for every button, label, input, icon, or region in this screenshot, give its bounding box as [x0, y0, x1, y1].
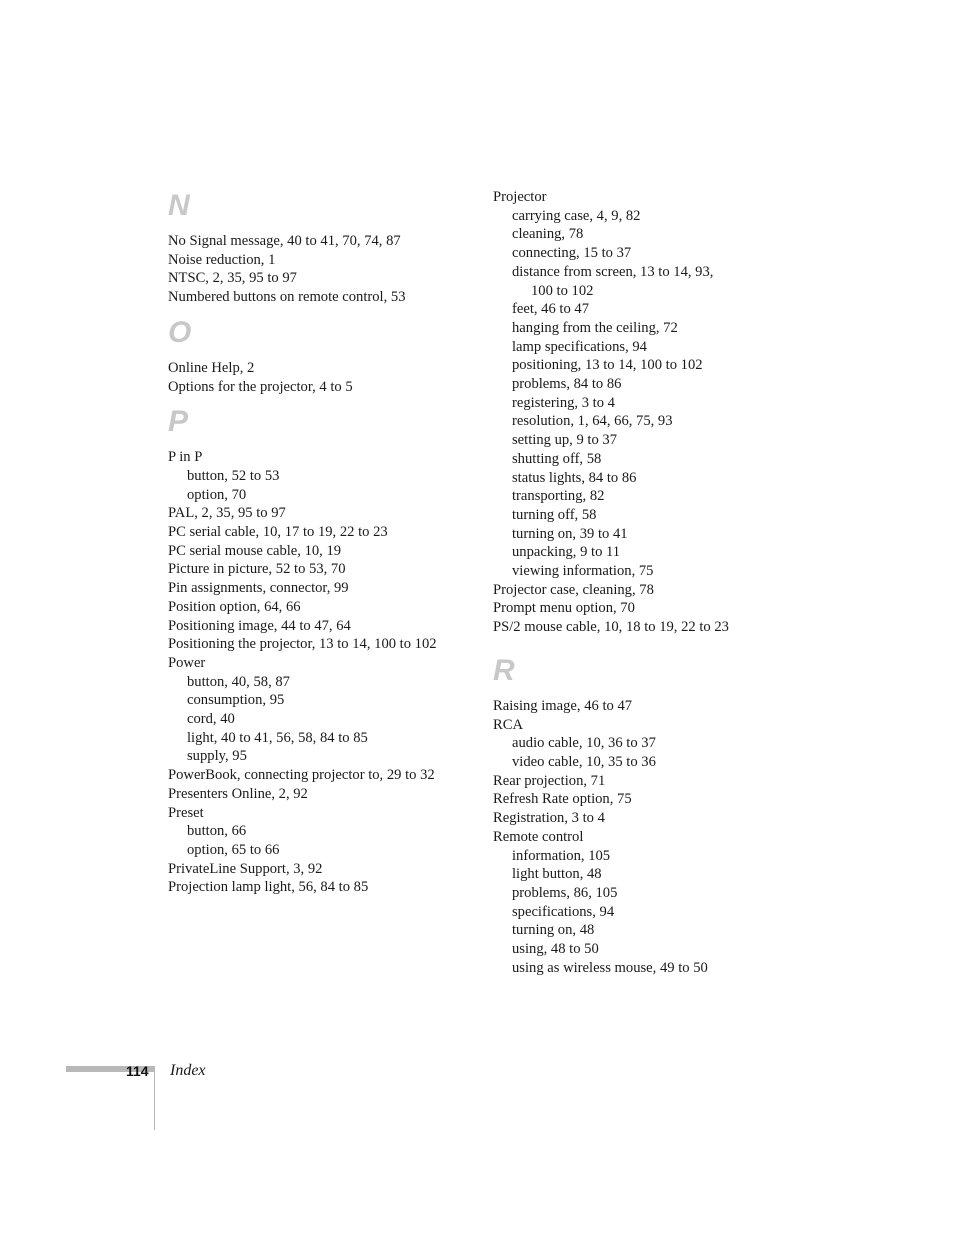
index-subentry: using as wireless mouse, 49 to 50 — [512, 959, 708, 976]
index-section — [168, 188, 468, 307]
index-entry: Numbered buttons on remote control, 53 — [168, 289, 406, 306]
index-entry: Registration, 3 to 4 — [493, 810, 605, 827]
index-entry: Prompt menu option, 70 — [493, 600, 635, 617]
index-subentry: button, 66 — [187, 823, 247, 840]
index-subentry: option, 65 to 66 — [187, 841, 280, 858]
index-subentry: connecting, 15 to 37 — [512, 245, 632, 262]
index-subentry: hanging from the ceiling, 72 — [512, 319, 678, 336]
index-subentry: supply, 95 — [187, 748, 247, 765]
index-subentry: button, 52 to 53 — [187, 467, 280, 484]
index-entry: No Signal message, 40 to 41, 70, 74, 87 — [168, 233, 401, 249]
index-entry: PAL, 2, 35, 95 to 97 — [168, 505, 286, 522]
index-section — [493, 653, 793, 978]
index-entry: Presenters Online, 2, 92 — [168, 785, 308, 802]
index-subentry: button, 40, 58, 87 — [187, 673, 290, 690]
section-letter-heading: O — [168, 315, 192, 349]
index-entry: Noise reduction, 1 — [168, 251, 276, 268]
index-subentry: cleaning, 78 — [512, 226, 584, 243]
index-entry: Options for the projector, 4 to 5 — [168, 378, 353, 395]
index-subentry: transporting, 82 — [512, 488, 605, 505]
index-subentry: turning on, 39 to 41 — [512, 525, 628, 542]
index-subentry: viewing information, 75 — [512, 563, 654, 580]
index-subentry: cord, 40 — [187, 711, 235, 728]
index-subentry: resolution, 1, 64, 66, 75, 93 — [512, 413, 673, 430]
index-entry: Raising image, 46 to 47 — [493, 697, 633, 714]
index-entry: Preset — [168, 804, 204, 821]
index-entry: Rear projection, 71 — [493, 772, 606, 789]
index-subentry: 100 to 102 — [531, 282, 594, 299]
index-subentry: unpacking, 9 to 11 — [512, 544, 621, 561]
index-subentry: setting up, 9 to 37 — [512, 432, 617, 449]
index-subentry: information, 105 — [512, 847, 611, 864]
index-subentry: status lights, 84 to 86 — [512, 469, 637, 486]
index-entry: Pin assignments, connector, 99 — [168, 580, 349, 597]
index-entry: PC serial cable, 10, 17 to 19, 22 to 23 — [168, 524, 388, 541]
index-section — [168, 315, 468, 396]
index-entry: Projection lamp light, 56, 84 to 85 — [168, 879, 369, 896]
index-subentry: shutting off, 58 — [512, 450, 602, 467]
index-column-left — [168, 188, 468, 905]
index-subentry: light button, 48 — [512, 866, 602, 883]
index-entry: Projector — [493, 189, 547, 205]
index-entry: P in P — [168, 449, 203, 466]
index-entry: Position option, 64, 66 — [168, 598, 301, 615]
index-subentry: audio cable, 10, 36 to 37 — [512, 735, 656, 752]
index-subentry: registering, 3 to 4 — [512, 394, 615, 411]
index-subentry: option, 70 — [187, 486, 247, 503]
page-number: 114 — [126, 1063, 149, 1079]
section-letter-heading: P — [168, 405, 189, 439]
index-entry: PC serial mouse cable, 10, 19 — [168, 542, 342, 559]
index-section — [168, 404, 468, 897]
running-footer-title: Index — [170, 1062, 206, 1079]
index-subentry: problems, 84 to 86 — [512, 376, 622, 393]
index-subentry: problems, 86, 105 — [512, 884, 618, 901]
index-subentry: lamp specifications, 94 — [512, 338, 647, 355]
section-letter-heading: N — [168, 189, 190, 222]
index-subentry: carrying case, 4, 9, 82 — [512, 207, 641, 224]
index-subentry: positioning, 13 to 14, 100 to 102 — [512, 357, 703, 374]
index-subentry: using, 48 to 50 — [512, 941, 599, 958]
index-column-right — [493, 188, 793, 985]
index-subentry: turning on, 48 — [512, 922, 595, 939]
index-entry: Positioning image, 44 to 47, 64 — [168, 617, 351, 634]
index-section — [493, 188, 793, 637]
section-letter-heading: R — [493, 653, 515, 687]
index-entry: Projector case, cleaning, 78 — [493, 581, 654, 598]
index-entry: Positioning the projector, 13 to 14, 100 to 102 — [168, 636, 437, 653]
index-subentry: light, 40 to 41, 56, 58, 84 to 85 — [187, 729, 368, 746]
index-subentry: turning off, 58 — [512, 506, 597, 523]
index-subentry: video cable, 10, 35 to 36 — [512, 753, 656, 770]
index-entry: NTSC, 2, 35, 95 to 97 — [168, 270, 297, 287]
index-subentry: consumption, 95 — [187, 692, 285, 709]
index-entry: PrivateLine Support, 3, 92 — [168, 860, 323, 877]
index-entry: PowerBook, connecting projector to, 29 to 32 — [168, 767, 435, 784]
index-entry: Picture in picture, 52 to 53, 70 — [168, 561, 346, 578]
index-subentry: distance from screen, 13 to 14, 93, — [512, 263, 714, 280]
index-entry: Power — [168, 654, 206, 671]
index-subentry: specifications, 94 — [512, 903, 615, 920]
index-entry: RCA — [493, 716, 524, 733]
index-entry: Remote control — [493, 828, 584, 845]
index-subentry: feet, 46 to 47 — [512, 301, 590, 318]
index-entry: Online Help, 2 — [168, 359, 255, 376]
index-entry: PS/2 mouse cable, 10, 18 to 19, 22 to 23 — [493, 619, 729, 636]
index-entry: Refresh Rate option, 75 — [493, 791, 632, 808]
footer-rule — [154, 1066, 155, 1130]
